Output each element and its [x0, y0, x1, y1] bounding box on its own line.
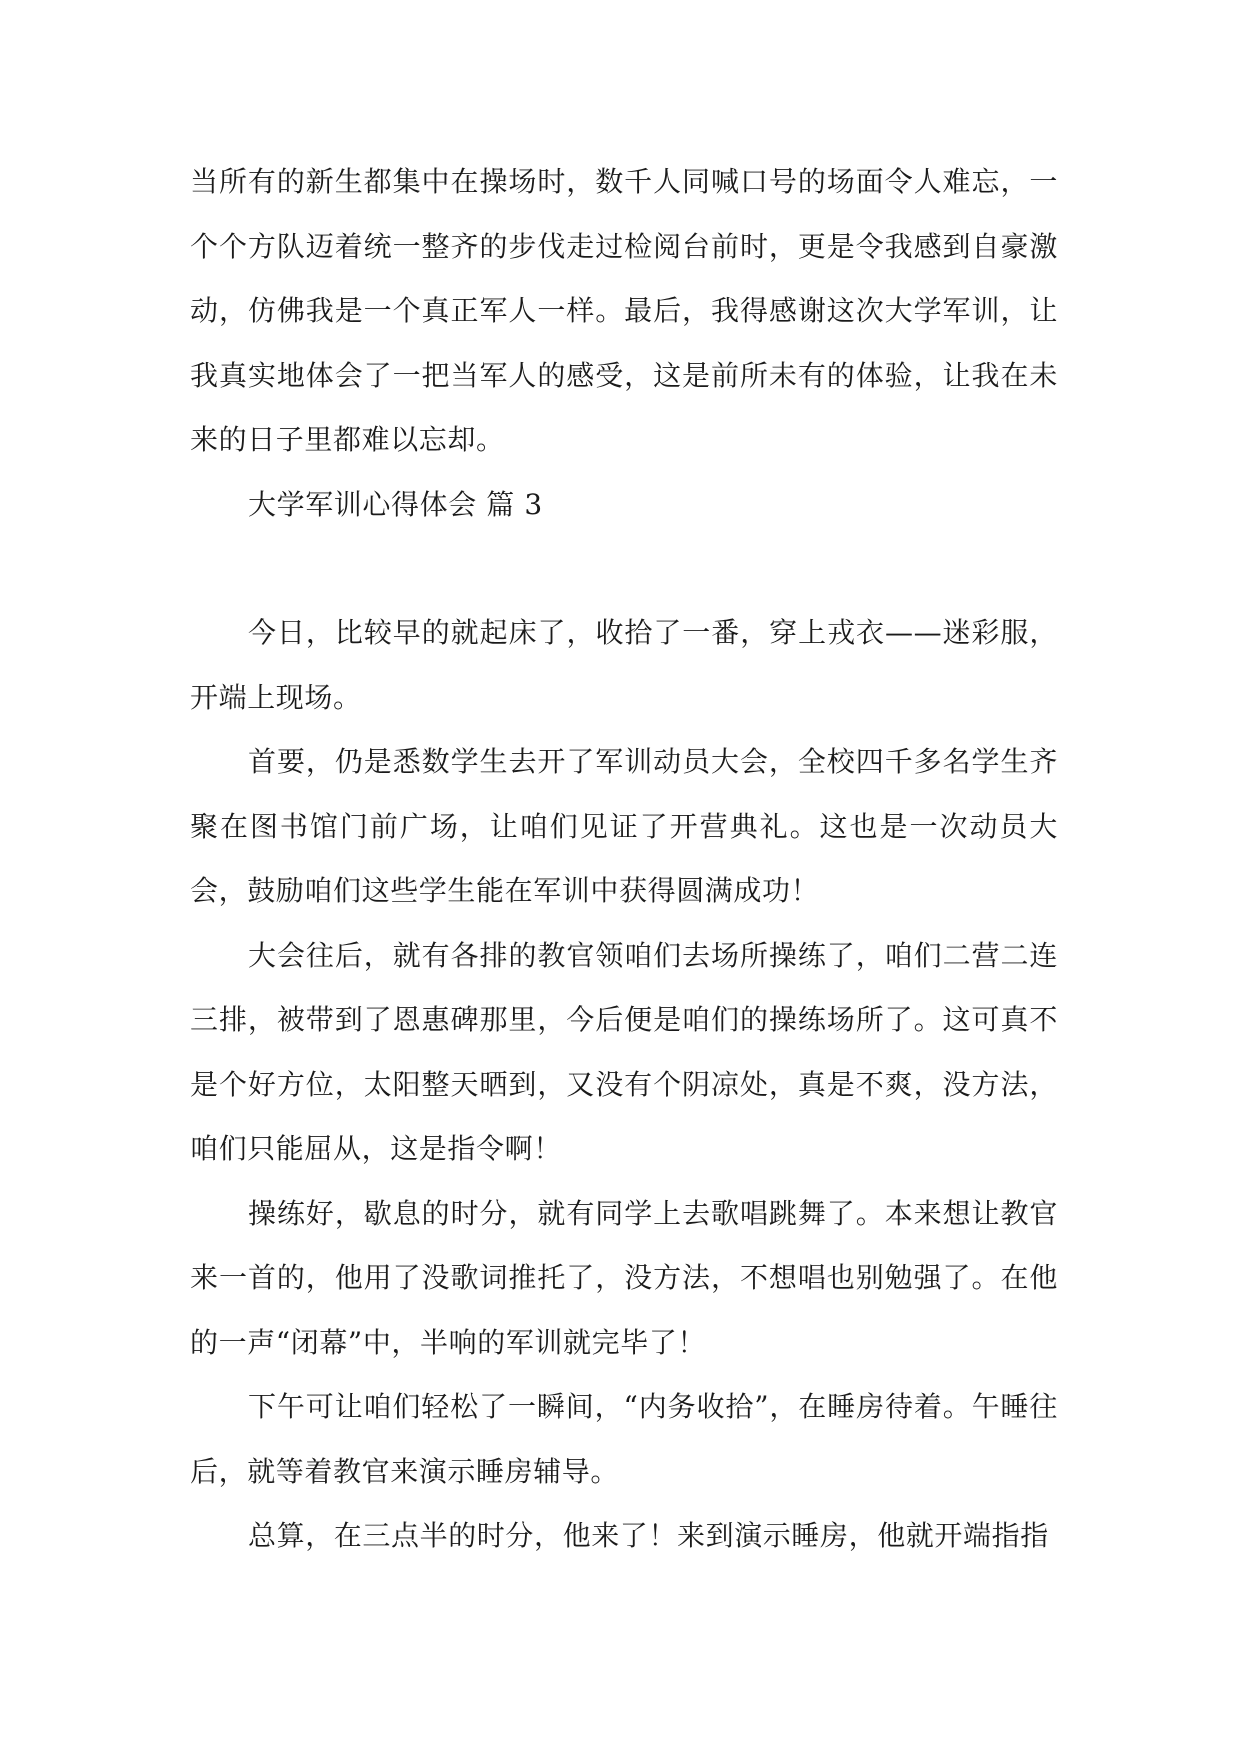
paragraph-6: 总算，在三点半的时分，他来了！来到演示睡房，他就开端指指 [248, 1519, 1049, 1552]
paragraph-3: 大会往后，就有各排的教官领咱们去场所操练了，咱们二营二连三排，被带到了恩惠碑那里，今后便是咱们的操练场所了。这可真不是个好方位，太阳整天晒到，又没有个阴凉处，真是不爽，没方法，咱们只能屈从，这是指令啊！ [190, 938, 1058, 1165]
section-gap [190, 537, 1058, 601]
paragraph-1: 今日，比较早的就起床了，收拾了一番，穿上戎衣——迷彩服，开端上现场。 [190, 616, 1058, 714]
section-heading: 大学军训心得体会 篇 3 [248, 487, 543, 521]
paragraph-2: 首要，仍是悉数学生去开了军训动员大会，全校四千多名学生齐聚在图书馆门前广场，让咱们见证了开营典礼。这也是一次动员大会，鼓励咱们这些学生能在军训中获得圆满成功！ [190, 745, 1058, 907]
paragraph-4: 操练好，歇息的时分，就有同学上去歌唱跳舞了。本来想让教官来一首的，他用了没歌词推托了，没方法，不想唱也别勉强了。在他的一声“闭幕”中，半响的军训就完毕了！ [190, 1196, 1058, 1359]
document-body [190, 150, 1058, 1569]
paragraph-5: 下午可让咱们轻松了一瞬间，“内务收拾”，在睡房待着。午睡往后，就等着教官来演示睡房辅导。 [190, 1390, 1058, 1488]
paragraph-continued: 当所有的新生都集中在操场时，数千人同喊口号的场面令人难忘，一个个方队迈着统一整齐的步伐走过检阅台前时，更是令我感到自豪激动，仿佛我是一个真正军人一样。最后，我得感谢这次大学军训，让我真实地体会了一把当军人的感受，这是前所未有的体验，让我在未来的日子里都难以忘却。 [190, 165, 1058, 456]
